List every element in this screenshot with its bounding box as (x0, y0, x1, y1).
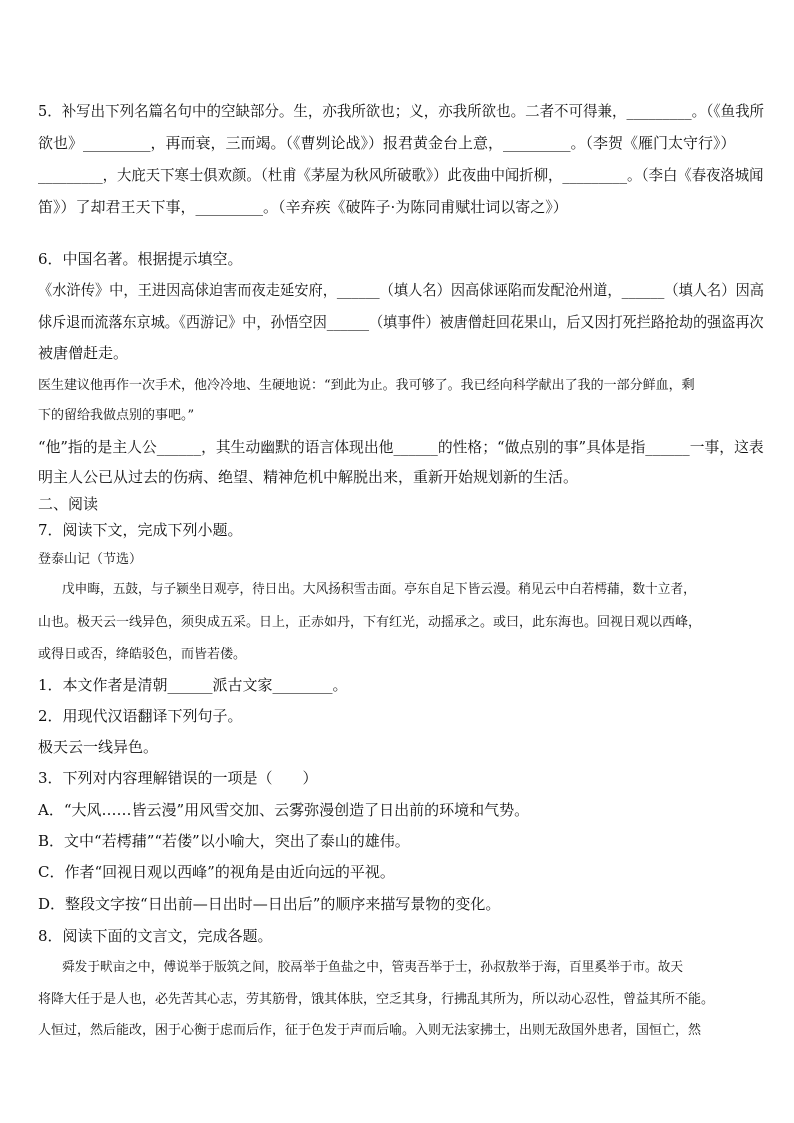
q8-passage-line-3: 人恒过，然后能改，困于心衡于虑而后作，征于色发于声而后喻。入则无法家拂士，出则无敌国外患者，国恒亡，然 (38, 1023, 702, 1038)
q6-quote-line-2: 下的留给我做点别的事吧。” (38, 408, 195, 423)
q6-line-1: 《水浒传》中，王进因高俅迫害而夜走延安府，______（填人名）因高俅诬陷而发配沧州道，______（填人名）因高 (38, 281, 764, 299)
q7-item-2-sentence: 极天云一线异色。 (38, 738, 159, 756)
q8-passage-line-2: 将降大任于是人也，必先苦其心志，劳其筋骨，饿其体肤，空乏其身，行拂乱其所为，所以动心忍性，曾益其所不能。 (38, 992, 715, 1007)
passage-title: 登泰山记（节选） (38, 552, 143, 567)
option-d: D．整段文字按“日出前—日出时—日出后”的顺序来描写景物的变化。 (38, 895, 501, 913)
option-c: C．作者“回视日观以西峰”的视角是由近向远的平视。 (38, 863, 395, 881)
passage-line-1: 戊申晦，五鼓，与子颍坐日观亭，待日出。大风扬积雪击面。亭东自足下皆云漫。稍见云中白若樗蒱，数十立者， (62, 582, 696, 597)
q8-passage-line-1: 舜发于畎亩之中，傅说举于版筑之间，胶鬲举于鱼盐之中，管夷吾举于士，孙叔敖举于海，百里奚举于市。故天 (62, 960, 684, 975)
option-b: B．文中“若樗蒱”“若偻”以小喻大，突出了泰山的雄伟。 (38, 832, 410, 850)
q5-line-4: 笛》）了却君王天下事，_________。（辛弃疾《破阵子·为陈同甫赋壮词以寄之》） (38, 198, 568, 216)
passage-line-3: 或得日或否，绛皓驳色，而皆若偻。 (38, 647, 247, 662)
q6-quote-line-1: 医生建议他再作一次手术，他冷冷地、生硬地说：“到此为止。我可够了。我已经向科学献出了我的一部分鲜血，剩 (38, 378, 695, 393)
q7-item-1: 1．本文作者是清朝______派古文家________。 (38, 676, 348, 694)
option-a: A．“大风……皆云漫”用风雪交加、云雾弥漫创造了日出前的环境和气势。 (38, 801, 530, 819)
q6-title: 6．中国名著。根据提示填空。 (38, 250, 243, 268)
q7-item-3: 3．下列对内容理解错误的一项是（ ） (38, 769, 318, 787)
q6-line-3: 被唐僧赶走。 (38, 344, 129, 362)
q6-after-line-1: “他”指的是主人公______，其生动幽默的语言体现出他______的性格；“做点别的事”具体是指______一事，这表 (38, 438, 764, 456)
q7-title: 7．阅读下文，完成下列小题。 (38, 521, 243, 539)
section-heading: 二、阅读 (38, 495, 99, 513)
q5-line-1: 5．补写出下列名篇名句中的空缺部分。生，亦我所欲也；义，亦我所欲也。二者不可得兼，_________。（《鱼我所 (38, 102, 765, 120)
q6-after-line-2: 明主人公已从过去的伤病、绝望、精神危机中解脱出来，重新开始规划新的生活。 (38, 468, 579, 486)
q5-line-2: 欲也》_________，再而衰，三而竭。（《曹刿论战》）报君黄金台上意，_________。（李贺《雁门太守行》） (38, 134, 736, 152)
q7-item-2: 2．用现代汉语翻译下列句子。 (38, 707, 243, 725)
passage-line-2: 山也。极天云一线异色，须臾成五采。日上，正赤如丹，下有红光，动摇承之。或曰，此东海也。回视日观以西峰， (38, 615, 702, 630)
q6-line-2: 俅斥退而流落东京城。《西游记》中，孙悟空因______（填事件）被唐僧赶回花果山，后又因打死拦路抢劫的强盗再次 (38, 313, 764, 331)
q8-title: 8．阅读下面的文言文，完成各题。 (38, 927, 273, 945)
q5-line-3: _________，大庇天下寒士俱欢颜。（杜甫《茅屋为秋风所破歌》）此夜曲中闻折柳，_________。（李白《春夜洛城闻 (38, 166, 764, 184)
